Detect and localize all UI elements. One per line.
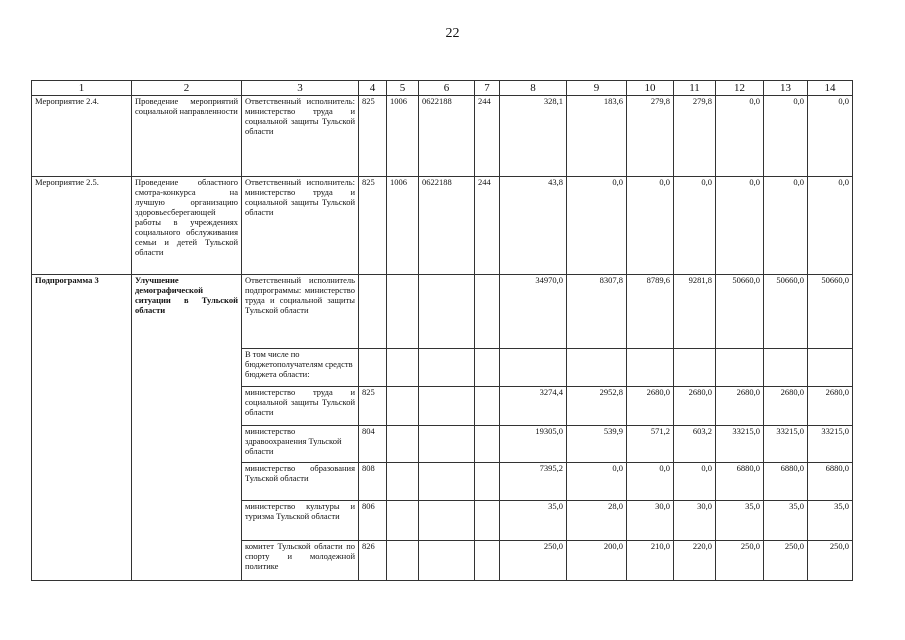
code-cell xyxy=(475,541,500,581)
value-cell: 2680,0 xyxy=(674,387,716,426)
value-cell: 0,0 xyxy=(674,463,716,501)
row-executor: министерство культуры и туризма Тульской области xyxy=(242,501,359,541)
value-cell: 2680,0 xyxy=(716,387,764,426)
code-cell xyxy=(419,349,475,387)
value-cell: 9281,8 xyxy=(674,275,716,349)
value-cell: 0,0 xyxy=(808,177,853,275)
value-cell: 539,9 xyxy=(567,426,627,463)
code-cell: 825 xyxy=(359,177,387,275)
value-cell: 30,0 xyxy=(627,501,674,541)
page-number: 22 xyxy=(445,26,460,41)
code-cell: 825 xyxy=(359,387,387,426)
code-cell xyxy=(419,501,475,541)
value-cell: 250,0 xyxy=(716,541,764,581)
code-cell xyxy=(475,387,500,426)
value-cell: 0,0 xyxy=(716,177,764,275)
header-cell: 13 xyxy=(764,81,808,96)
value-cell: 183,6 xyxy=(567,96,627,177)
value-cell: 19305,0 xyxy=(500,426,567,463)
code-cell xyxy=(359,349,387,387)
code-cell: 0622188 xyxy=(419,177,475,275)
code-cell xyxy=(387,501,419,541)
value-cell xyxy=(674,349,716,387)
value-cell: 0,0 xyxy=(627,177,674,275)
value-cell xyxy=(567,349,627,387)
table-row xyxy=(32,177,853,275)
value-cell: 35,0 xyxy=(808,501,853,541)
header-cell: 14 xyxy=(808,81,853,96)
value-cell: 250,0 xyxy=(500,541,567,581)
table-row xyxy=(32,96,853,177)
value-cell: 250,0 xyxy=(808,541,853,581)
value-cell xyxy=(764,349,808,387)
value-cell: 6880,0 xyxy=(764,463,808,501)
code-cell xyxy=(475,501,500,541)
value-cell: 279,8 xyxy=(674,96,716,177)
value-cell: 33215,0 xyxy=(716,426,764,463)
code-cell xyxy=(387,426,419,463)
value-cell: 50660,0 xyxy=(764,275,808,349)
row-executor: Ответственный исполнитель: министерство труда и социальной защиты Тульской области xyxy=(242,96,359,177)
value-cell: 328,1 xyxy=(500,96,567,177)
header-row xyxy=(32,81,853,96)
row-name: Проведение областного смотра-конкурса на лучшую организацию здоровьесберегающей работы в учреждениях социального обслуживания семьи и детей Тульской области xyxy=(132,177,242,275)
value-cell: 0,0 xyxy=(627,463,674,501)
value-cell: 279,8 xyxy=(627,96,674,177)
header-cell: 10 xyxy=(627,81,674,96)
value-cell: 0,0 xyxy=(674,177,716,275)
code-cell: 808 xyxy=(359,463,387,501)
code-cell xyxy=(475,349,500,387)
value-cell: 210,0 xyxy=(627,541,674,581)
value-cell: 220,0 xyxy=(674,541,716,581)
code-cell: 804 xyxy=(359,426,387,463)
code-cell xyxy=(359,275,387,349)
value-cell: 0,0 xyxy=(808,96,853,177)
value-cell: 3274,4 xyxy=(500,387,567,426)
code-cell xyxy=(475,275,500,349)
value-cell: 7395,2 xyxy=(500,463,567,501)
value-cell: 28,0 xyxy=(567,501,627,541)
value-cell: 35,0 xyxy=(764,501,808,541)
value-cell: 0,0 xyxy=(764,96,808,177)
code-cell: 826 xyxy=(359,541,387,581)
code-cell xyxy=(387,349,419,387)
header-cell: 11 xyxy=(674,81,716,96)
code-cell: 244 xyxy=(475,96,500,177)
value-cell: 250,0 xyxy=(764,541,808,581)
row-id: Мероприятие 2.4. xyxy=(32,96,132,177)
value-cell: 6880,0 xyxy=(808,463,853,501)
value-cell: 30,0 xyxy=(674,501,716,541)
header-cell: 9 xyxy=(567,81,627,96)
code-cell: 806 xyxy=(359,501,387,541)
header-cell: 1 xyxy=(32,81,132,96)
code-cell: 244 xyxy=(475,177,500,275)
value-cell: 2680,0 xyxy=(627,387,674,426)
code-cell: 1006 xyxy=(387,96,419,177)
row-id: Мероприятие 2.5. xyxy=(32,177,132,275)
value-cell: 2952,8 xyxy=(567,387,627,426)
header-cell: 2 xyxy=(132,81,242,96)
value-cell: 35,0 xyxy=(500,501,567,541)
code-cell xyxy=(387,463,419,501)
header-cell: 8 xyxy=(500,81,567,96)
header-cell: 4 xyxy=(359,81,387,96)
row-executor: Ответственный исполнитель подпрограммы: министерство труда и социальной защиты Тульской области xyxy=(242,275,359,349)
header-cell: 7 xyxy=(475,81,500,96)
value-cell: 35,0 xyxy=(716,501,764,541)
value-cell: 43,8 xyxy=(500,177,567,275)
row-executor: министерство образования Тульской области xyxy=(242,463,359,501)
code-cell xyxy=(475,463,500,501)
value-cell xyxy=(500,349,567,387)
value-cell: 8307,8 xyxy=(567,275,627,349)
value-cell: 0,0 xyxy=(716,96,764,177)
value-cell: 33215,0 xyxy=(764,426,808,463)
code-cell xyxy=(419,387,475,426)
value-cell: 603,2 xyxy=(674,426,716,463)
value-cell: 34970,0 xyxy=(500,275,567,349)
value-cell: 50660,0 xyxy=(716,275,764,349)
subprogram-id: Подпрограмма 3 xyxy=(32,275,132,581)
row-executor: комитет Тульской области по спорту и молодежной политике xyxy=(242,541,359,581)
code-cell xyxy=(387,275,419,349)
code-cell xyxy=(419,463,475,501)
row-executor: министерство труда и социальной защиты Тульской области xyxy=(242,387,359,426)
row-executor: В том числе по бюджетополучателям средств бюджета области: xyxy=(242,349,359,387)
value-cell: 8789,6 xyxy=(627,275,674,349)
value-cell: 2680,0 xyxy=(808,387,853,426)
budget-table xyxy=(31,80,853,581)
code-cell xyxy=(475,426,500,463)
subprogram-name: Улучшение демографической ситуации в Тульской области xyxy=(132,275,242,581)
value-cell: 0,0 xyxy=(764,177,808,275)
header-cell: 6 xyxy=(419,81,475,96)
code-cell xyxy=(419,426,475,463)
value-cell: 50660,0 xyxy=(808,275,853,349)
row-executor: министерство здравоохранения Тульской области xyxy=(242,426,359,463)
code-cell: 825 xyxy=(359,96,387,177)
row-executor: Ответственный исполнитель: министерство труда и социальной защиты Тульской области xyxy=(242,177,359,275)
value-cell: 33215,0 xyxy=(808,426,853,463)
value-cell: 571,2 xyxy=(627,426,674,463)
code-cell: 0622188 xyxy=(419,96,475,177)
value-cell: 0,0 xyxy=(567,177,627,275)
value-cell: 0,0 xyxy=(567,463,627,501)
header-cell: 3 xyxy=(242,81,359,96)
code-cell xyxy=(419,541,475,581)
code-cell xyxy=(387,387,419,426)
table-row xyxy=(32,275,853,349)
value-cell: 6880,0 xyxy=(716,463,764,501)
header-cell: 12 xyxy=(716,81,764,96)
value-cell xyxy=(808,349,853,387)
row-name: Проведение мероприятий социальной направленности xyxy=(132,96,242,177)
value-cell xyxy=(627,349,674,387)
value-cell: 200,0 xyxy=(567,541,627,581)
header-cell: 5 xyxy=(387,81,419,96)
value-cell xyxy=(716,349,764,387)
code-cell xyxy=(387,541,419,581)
value-cell: 2680,0 xyxy=(764,387,808,426)
code-cell: 1006 xyxy=(387,177,419,275)
code-cell xyxy=(419,275,475,349)
